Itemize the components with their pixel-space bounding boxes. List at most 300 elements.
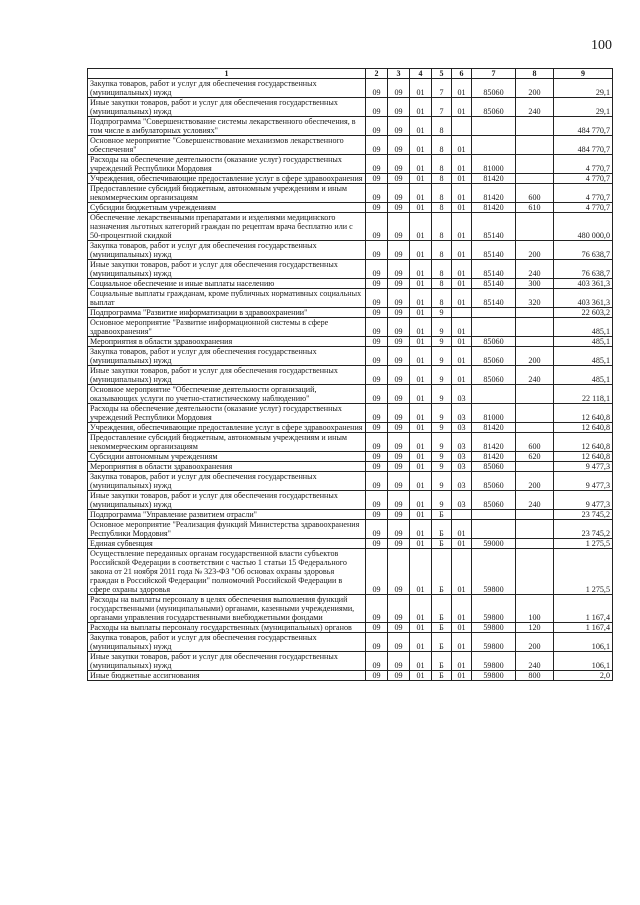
cell-program-code: 01 xyxy=(410,423,432,433)
cell-activity-code: 01 xyxy=(452,289,472,308)
cell-program-code: 01 xyxy=(410,117,432,136)
row-description: Иные бюджетные ассигнования xyxy=(88,671,366,681)
cell-subprogram-code: Б xyxy=(432,520,452,539)
cell-program-code: 01 xyxy=(410,337,432,347)
table-row xyxy=(88,279,613,289)
cell-amount: 403 361,3 xyxy=(554,279,613,289)
table-row xyxy=(88,595,613,623)
cell-expense-type: 320 xyxy=(516,289,554,308)
cell-amount: 485,1 xyxy=(554,337,613,347)
cell-direction-code xyxy=(472,520,516,539)
cell-section-code: 09 xyxy=(388,347,410,366)
row-description: Субсидии бюджетным учреждениям xyxy=(88,203,366,213)
table-row xyxy=(88,472,613,491)
cell-activity-code: 01 xyxy=(452,155,472,174)
table-row xyxy=(88,203,613,213)
cell-activity-code: 01 xyxy=(452,203,472,213)
cell-section-code: 09 xyxy=(388,260,410,279)
row-description: Предоставление субсидий бюджетным, автономным учреждениям и иным некоммерческим организациям xyxy=(88,433,366,452)
cell-subprogram-code: 8 xyxy=(432,136,452,155)
cell-ministry-code: 09 xyxy=(366,347,388,366)
cell-section-code: 09 xyxy=(388,472,410,491)
cell-expense-type: 240 xyxy=(516,366,554,385)
cell-activity-code: 01 xyxy=(452,184,472,203)
cell-program-code: 01 xyxy=(410,203,432,213)
cell-ministry-code: 09 xyxy=(366,452,388,462)
table-row xyxy=(88,385,613,404)
row-description: Расходы на обеспечение деятельности (оказание услуг) государственных учреждений Республики Мордовия xyxy=(88,404,366,423)
cell-program-code: 01 xyxy=(410,652,432,671)
cell-section-code: 09 xyxy=(388,633,410,652)
cell-ministry-code: 09 xyxy=(366,203,388,213)
cell-amount: 485,1 xyxy=(554,366,613,385)
cell-amount: 9 477,3 xyxy=(554,462,613,472)
table-row xyxy=(88,491,613,510)
row-description: Предоставление субсидий бюджетным, автономным учреждениям и иным некоммерческим организациям xyxy=(88,184,366,203)
cell-section-code: 09 xyxy=(388,174,410,184)
cell-subprogram-code: 9 xyxy=(432,308,452,318)
table-row xyxy=(88,318,613,337)
table-row xyxy=(88,184,613,203)
table-row xyxy=(88,260,613,279)
cell-direction-code: 81000 xyxy=(472,404,516,423)
cell-expense-type xyxy=(516,136,554,155)
table-row xyxy=(88,671,613,681)
cell-direction-code: 59800 xyxy=(472,549,516,595)
cell-expense-type: 240 xyxy=(516,652,554,671)
cell-program-code: 01 xyxy=(410,510,432,520)
cell-section-code: 09 xyxy=(388,452,410,462)
cell-program-code: 01 xyxy=(410,289,432,308)
cell-section-code: 09 xyxy=(388,433,410,452)
cell-section-code: 09 xyxy=(388,155,410,174)
cell-section-code: 09 xyxy=(388,549,410,595)
cell-direction-code: 85140 xyxy=(472,213,516,241)
cell-amount: 29,1 xyxy=(554,79,613,98)
row-description: Социальные выплаты гражданам, кроме публичных нормативных социальных выплат xyxy=(88,289,366,308)
cell-program-code: 01 xyxy=(410,184,432,203)
cell-direction-code: 81000 xyxy=(472,155,516,174)
cell-ministry-code: 09 xyxy=(366,117,388,136)
cell-program-code: 01 xyxy=(410,633,432,652)
cell-amount: 106,1 xyxy=(554,633,613,652)
cell-program-code: 01 xyxy=(410,549,432,595)
row-description: Осуществление переданных органам государственной власти субъектов Российской Федерации в соответствии с частью 1 статьи 15 Федерального закона от 21 ноября 2011 года № 323-ФЗ "Об основах охраны здоровья граждан в Российской Федерации" полномочий Российской Федерации в сфере охраны здоровья xyxy=(88,549,366,595)
cell-ministry-code: 09 xyxy=(366,652,388,671)
cell-expense-type xyxy=(516,174,554,184)
cell-expense-type: 240 xyxy=(516,260,554,279)
column-header: 9 xyxy=(554,69,613,79)
cell-direction-code: 81420 xyxy=(472,433,516,452)
cell-direction-code xyxy=(472,318,516,337)
cell-section-code: 09 xyxy=(388,337,410,347)
row-description: Основное мероприятие "Развитие информационной системы в сфере здравоохранения" xyxy=(88,318,366,337)
cell-direction-code: 81420 xyxy=(472,423,516,433)
table-row xyxy=(88,213,613,241)
cell-direction-code: 59000 xyxy=(472,539,516,549)
table-row xyxy=(88,539,613,549)
cell-amount: 4 770,7 xyxy=(554,184,613,203)
cell-activity-code: 01 xyxy=(452,279,472,289)
cell-activity-code: 01 xyxy=(452,366,472,385)
cell-ministry-code: 09 xyxy=(366,213,388,241)
row-description: Закупка товаров, работ и услуг для обеспечения государственных (муниципальных) нужд xyxy=(88,347,366,366)
cell-subprogram-code: 9 xyxy=(432,366,452,385)
cell-direction-code: 85140 xyxy=(472,289,516,308)
cell-ministry-code: 09 xyxy=(366,623,388,633)
table-row xyxy=(88,652,613,671)
cell-program-code: 01 xyxy=(410,308,432,318)
row-description: Иные закупки товаров, работ и услуг для обеспечения государственных (муниципальных) нужд xyxy=(88,491,366,510)
cell-subprogram-code: 8 xyxy=(432,213,452,241)
cell-subprogram-code: 7 xyxy=(432,79,452,98)
row-description: Основное мероприятие "Совершенствование механизмов лекарственного обеспечения" xyxy=(88,136,366,155)
row-description: Мероприятия в области здравоохранения xyxy=(88,337,366,347)
column-header: 8 xyxy=(516,69,554,79)
column-header: 6 xyxy=(452,69,472,79)
cell-program-code: 01 xyxy=(410,174,432,184)
cell-activity-code: 03 xyxy=(452,491,472,510)
cell-direction-code: 59800 xyxy=(472,671,516,681)
cell-amount: 9 477,3 xyxy=(554,472,613,491)
cell-section-code: 09 xyxy=(388,510,410,520)
row-description: Социальное обеспечение и иные выплаты населению xyxy=(88,279,366,289)
cell-direction-code: 85140 xyxy=(472,241,516,260)
row-description: Расходы на выплаты персоналу в целях обеспечения выполнения функций государственными (муниципальными) органами, казенными учреждениями, органами управления государственными внебюджетными фондами xyxy=(88,595,366,623)
cell-direction-code: 81420 xyxy=(472,174,516,184)
cell-direction-code: 59800 xyxy=(472,633,516,652)
cell-direction-code: 85060 xyxy=(472,462,516,472)
cell-ministry-code: 09 xyxy=(366,308,388,318)
row-description: Учреждения, обеспечивающие предоставление услуг в сфере здравоохранения xyxy=(88,423,366,433)
cell-subprogram-code: 8 xyxy=(432,260,452,279)
cell-subprogram-code: 9 xyxy=(432,318,452,337)
cell-activity-code: 01 xyxy=(452,318,472,337)
row-description: Закупка товаров, работ и услуг для обеспечения государственных (муниципальных) нужд xyxy=(88,472,366,491)
cell-amount: 76 638,7 xyxy=(554,241,613,260)
cell-expense-type: 200 xyxy=(516,633,554,652)
row-description: Подпрограмма "Развитие информатизации в здравоохранении" xyxy=(88,308,366,318)
row-description: Подпрограмма "Совершенствование системы лекарственного обеспечения, в том числе в амбулаторных условиях" xyxy=(88,117,366,136)
cell-ministry-code: 09 xyxy=(366,462,388,472)
row-description: Расходы на выплаты персоналу государственных (муниципальных) органов xyxy=(88,623,366,633)
cell-program-code: 01 xyxy=(410,520,432,539)
cell-amount: 23 745,2 xyxy=(554,520,613,539)
cell-section-code: 09 xyxy=(388,520,410,539)
cell-amount: 2,0 xyxy=(554,671,613,681)
cell-subprogram-code: Б xyxy=(432,595,452,623)
cell-program-code: 01 xyxy=(410,213,432,241)
cell-ministry-code: 09 xyxy=(366,510,388,520)
cell-amount: 9 477,3 xyxy=(554,491,613,510)
cell-expense-type xyxy=(516,308,554,318)
cell-expense-type xyxy=(516,385,554,404)
cell-subprogram-code: Б xyxy=(432,623,452,633)
cell-program-code: 01 xyxy=(410,279,432,289)
cell-subprogram-code: 9 xyxy=(432,433,452,452)
cell-ministry-code: 09 xyxy=(366,136,388,155)
cell-ministry-code: 09 xyxy=(366,241,388,260)
cell-direction-code: 85060 xyxy=(472,366,516,385)
cell-section-code: 09 xyxy=(388,652,410,671)
cell-activity-code: 01 xyxy=(452,520,472,539)
cell-ministry-code: 09 xyxy=(366,433,388,452)
cell-section-code: 09 xyxy=(388,318,410,337)
cell-expense-type xyxy=(516,462,554,472)
cell-ministry-code: 09 xyxy=(366,491,388,510)
cell-program-code: 01 xyxy=(410,155,432,174)
cell-amount: 484 770,7 xyxy=(554,136,613,155)
cell-ministry-code: 09 xyxy=(366,184,388,203)
cell-direction-code: 85060 xyxy=(472,491,516,510)
row-description: Основное мероприятие "Реализация функций Министерства здравоохранения Республики Мордовия" xyxy=(88,520,366,539)
table-row xyxy=(88,98,613,117)
cell-section-code: 09 xyxy=(388,213,410,241)
cell-expense-type: 200 xyxy=(516,79,554,98)
cell-direction-code: 59800 xyxy=(472,623,516,633)
cell-ministry-code: 09 xyxy=(366,289,388,308)
cell-subprogram-code: 8 xyxy=(432,241,452,260)
cell-program-code: 01 xyxy=(410,491,432,510)
cell-amount: 76 638,7 xyxy=(554,260,613,279)
table-row xyxy=(88,549,613,595)
row-description: Закупка товаров, работ и услуг для обеспечения государственных (муниципальных) нужд xyxy=(88,79,366,98)
cell-expense-type: 620 xyxy=(516,452,554,462)
cell-activity-code: 01 xyxy=(452,671,472,681)
cell-subprogram-code: Б xyxy=(432,510,452,520)
cell-section-code: 09 xyxy=(388,241,410,260)
table-row xyxy=(88,136,613,155)
cell-amount: 1 275,5 xyxy=(554,539,613,549)
cell-direction-code xyxy=(472,385,516,404)
row-description: Иные закупки товаров, работ и услуг для обеспечения государственных (муниципальных) нужд xyxy=(88,260,366,279)
cell-expense-type: 240 xyxy=(516,98,554,117)
cell-activity-code: 01 xyxy=(452,136,472,155)
cell-ministry-code: 09 xyxy=(366,520,388,539)
row-description: Иные закупки товаров, работ и услуг для обеспечения государственных (муниципальных) нужд xyxy=(88,98,366,117)
cell-amount: 12 640,8 xyxy=(554,452,613,462)
cell-direction-code: 85060 xyxy=(472,337,516,347)
cell-expense-type xyxy=(516,549,554,595)
cell-section-code: 09 xyxy=(388,595,410,623)
cell-activity-code: 01 xyxy=(452,337,472,347)
cell-section-code: 09 xyxy=(388,184,410,203)
page-number: 100 xyxy=(591,38,612,53)
cell-direction-code: 85060 xyxy=(472,347,516,366)
cell-activity-code: 03 xyxy=(452,433,472,452)
table-row xyxy=(88,366,613,385)
cell-direction-code xyxy=(472,117,516,136)
cell-expense-type: 120 xyxy=(516,623,554,633)
cell-program-code: 01 xyxy=(410,318,432,337)
cell-amount: 485,1 xyxy=(554,318,613,337)
cell-subprogram-code: Б xyxy=(432,549,452,595)
table-row xyxy=(88,155,613,174)
cell-activity-code xyxy=(452,510,472,520)
cell-program-code: 01 xyxy=(410,366,432,385)
cell-activity-code xyxy=(452,308,472,318)
cell-subprogram-code: 9 xyxy=(432,491,452,510)
column-header: 7 xyxy=(472,69,516,79)
row-description: Закупка товаров, работ и услуг для обеспечения государственных (муниципальных) нужд xyxy=(88,241,366,260)
cell-ministry-code: 09 xyxy=(366,633,388,652)
cell-expense-type: 300 xyxy=(516,279,554,289)
cell-amount: 23 745,2 xyxy=(554,510,613,520)
column-header: 5 xyxy=(432,69,452,79)
cell-activity-code: 03 xyxy=(452,404,472,423)
cell-expense-type xyxy=(516,318,554,337)
cell-section-code: 09 xyxy=(388,462,410,472)
cell-program-code: 01 xyxy=(410,433,432,452)
cell-expense-type xyxy=(516,117,554,136)
cell-expense-type xyxy=(516,404,554,423)
cell-direction-code: 81420 xyxy=(472,452,516,462)
table-row xyxy=(88,623,613,633)
row-description: Обеспечение лекарственными препаратами и изделиями медицинского назначения льготных категорий граждан по рецептам врача бесплатно или с 50-процентной скидкой xyxy=(88,213,366,241)
cell-program-code: 01 xyxy=(410,462,432,472)
row-description: Подпрограмма "Управление развитием отрасли" xyxy=(88,510,366,520)
cell-expense-type xyxy=(516,337,554,347)
row-description: Мероприятия в области здравоохранения xyxy=(88,462,366,472)
cell-section-code: 09 xyxy=(388,98,410,117)
cell-direction-code: 81420 xyxy=(472,184,516,203)
cell-direction-code: 81420 xyxy=(472,203,516,213)
cell-program-code: 01 xyxy=(410,671,432,681)
cell-ministry-code: 09 xyxy=(366,472,388,491)
table-row xyxy=(88,289,613,308)
table-row xyxy=(88,520,613,539)
cell-direction-code xyxy=(472,510,516,520)
cell-expense-type: 200 xyxy=(516,347,554,366)
cell-ministry-code: 09 xyxy=(366,260,388,279)
cell-direction-code: 85140 xyxy=(472,279,516,289)
cell-subprogram-code: 9 xyxy=(432,423,452,433)
cell-activity-code: 01 xyxy=(452,260,472,279)
cell-activity-code: 03 xyxy=(452,423,472,433)
cell-program-code: 01 xyxy=(410,539,432,549)
cell-expense-type: 610 xyxy=(516,203,554,213)
cell-subprogram-code: 9 xyxy=(432,337,452,347)
row-description: Иные закупки товаров, работ и услуг для обеспечения государственных (муниципальных) нужд xyxy=(88,652,366,671)
cell-subprogram-code: 9 xyxy=(432,452,452,462)
cell-subprogram-code: 8 xyxy=(432,279,452,289)
row-description: Основное мероприятие "Обеспечение деятельности организаций, оказывающих услуги по учетно-статистическому наблюдению" xyxy=(88,385,366,404)
cell-subprogram-code: 9 xyxy=(432,385,452,404)
cell-subprogram-code: 8 xyxy=(432,184,452,203)
cell-program-code: 01 xyxy=(410,472,432,491)
cell-section-code: 09 xyxy=(388,539,410,549)
cell-direction-code: 85140 xyxy=(472,260,516,279)
cell-program-code: 01 xyxy=(410,404,432,423)
cell-section-code: 09 xyxy=(388,203,410,213)
cell-program-code: 01 xyxy=(410,347,432,366)
cell-expense-type xyxy=(516,520,554,539)
cell-amount: 480 000,0 xyxy=(554,213,613,241)
cell-amount: 29,1 xyxy=(554,98,613,117)
table-row xyxy=(88,510,613,520)
table-row xyxy=(88,79,613,98)
cell-amount: 4 770,7 xyxy=(554,155,613,174)
table-row xyxy=(88,433,613,452)
cell-direction-code: 85060 xyxy=(472,472,516,491)
column-header: 2 xyxy=(366,69,388,79)
cell-program-code: 01 xyxy=(410,98,432,117)
cell-section-code: 09 xyxy=(388,623,410,633)
cell-activity-code: 01 xyxy=(452,79,472,98)
cell-amount: 4 770,7 xyxy=(554,174,613,184)
cell-section-code: 09 xyxy=(388,308,410,318)
cell-amount: 12 640,8 xyxy=(554,433,613,452)
cell-ministry-code: 09 xyxy=(366,79,388,98)
cell-expense-type xyxy=(516,155,554,174)
cell-expense-type: 200 xyxy=(516,472,554,491)
cell-subprogram-code: 9 xyxy=(432,347,452,366)
cell-section-code: 09 xyxy=(388,79,410,98)
cell-section-code: 09 xyxy=(388,289,410,308)
cell-ministry-code: 09 xyxy=(366,549,388,595)
cell-activity-code: 01 xyxy=(452,241,472,260)
table-row xyxy=(88,174,613,184)
cell-subprogram-code: 8 xyxy=(432,203,452,213)
cell-expense-type: 100 xyxy=(516,595,554,623)
cell-program-code: 01 xyxy=(410,385,432,404)
cell-subprogram-code: 9 xyxy=(432,472,452,491)
cell-direction-code xyxy=(472,136,516,155)
table-body xyxy=(88,79,613,681)
cell-section-code: 09 xyxy=(388,279,410,289)
cell-amount: 484 770,7 xyxy=(554,117,613,136)
row-description: Субсидии автономным учреждениям xyxy=(88,452,366,462)
cell-amount: 403 361,3 xyxy=(554,289,613,308)
cell-activity-code: 01 xyxy=(452,595,472,623)
cell-section-code: 09 xyxy=(388,671,410,681)
cell-direction-code: 59800 xyxy=(472,595,516,623)
cell-activity-code: 01 xyxy=(452,623,472,633)
cell-subprogram-code: Б xyxy=(432,652,452,671)
cell-expense-type: 800 xyxy=(516,671,554,681)
cell-subprogram-code: 7 xyxy=(432,98,452,117)
table-row xyxy=(88,404,613,423)
cell-amount: 485,1 xyxy=(554,347,613,366)
cell-subprogram-code: Б xyxy=(432,671,452,681)
row-description: Учреждения, обеспечивающие предоставление услуг в сфере здравоохранения xyxy=(88,174,366,184)
cell-program-code: 01 xyxy=(410,623,432,633)
cell-amount: 12 640,8 xyxy=(554,423,613,433)
cell-ministry-code: 09 xyxy=(366,404,388,423)
cell-amount: 22 118,1 xyxy=(554,385,613,404)
row-description: Иные закупки товаров, работ и услуг для обеспечения государственных (муниципальных) нужд xyxy=(88,366,366,385)
cell-direction-code: 85060 xyxy=(472,79,516,98)
cell-subprogram-code: 8 xyxy=(432,155,452,174)
cell-program-code: 01 xyxy=(410,260,432,279)
cell-activity-code xyxy=(452,117,472,136)
cell-amount: 1 275,5 xyxy=(554,549,613,595)
budget-table xyxy=(87,68,613,681)
cell-activity-code: 01 xyxy=(452,98,472,117)
cell-expense-type: 200 xyxy=(516,241,554,260)
cell-ministry-code: 09 xyxy=(366,385,388,404)
cell-expense-type xyxy=(516,510,554,520)
cell-program-code: 01 xyxy=(410,452,432,462)
cell-ministry-code: 09 xyxy=(366,595,388,623)
table-row xyxy=(88,337,613,347)
cell-ministry-code: 09 xyxy=(366,155,388,174)
cell-ministry-code: 09 xyxy=(366,671,388,681)
table-row xyxy=(88,117,613,136)
cell-section-code: 09 xyxy=(388,136,410,155)
cell-expense-type: 600 xyxy=(516,433,554,452)
table-row xyxy=(88,241,613,260)
